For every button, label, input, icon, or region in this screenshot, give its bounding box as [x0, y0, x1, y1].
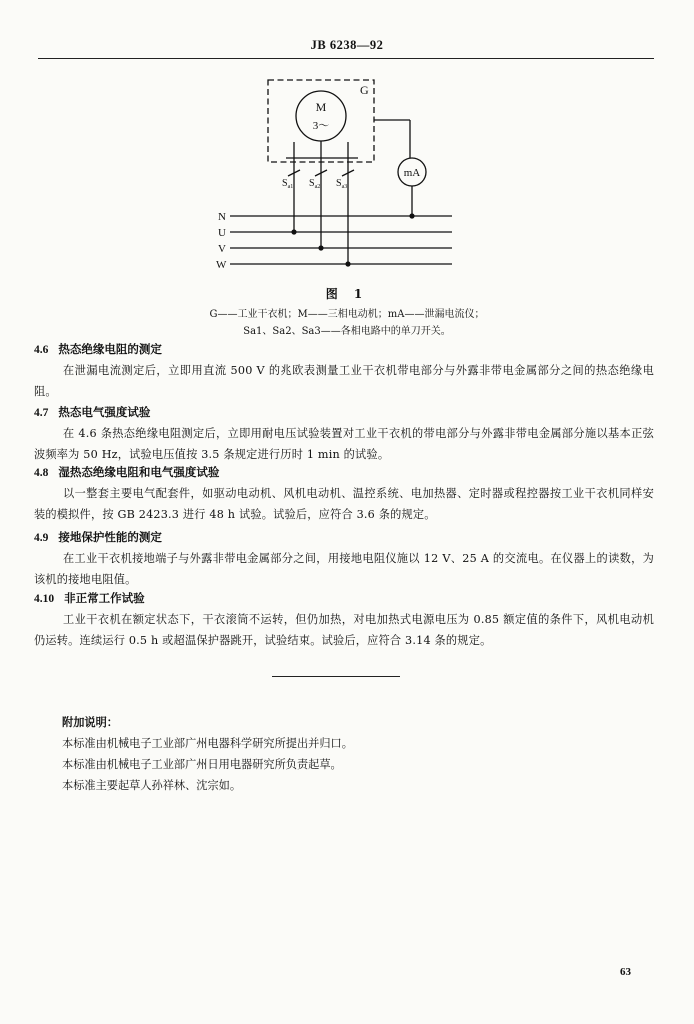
switch-label-sa1: $S_{a1}$	[282, 178, 294, 190]
section-heading	[34, 462, 654, 483]
test-circuit-diagram	[190, 74, 480, 274]
section-number: 4.10	[34, 593, 55, 605]
switch-label-sa2: $S_{a2}$	[309, 178, 321, 190]
bus-label-v: V	[218, 243, 226, 255]
section-heading	[34, 588, 654, 609]
motor-phase-label: 3～	[312, 120, 330, 132]
addendum	[62, 712, 622, 796]
section-heading	[34, 339, 654, 360]
addendum-line: 本标准由机械电子工业部广州电器科学研究所提出并归口。	[62, 737, 353, 750]
addendum-line: 本标准主要起草人孙祥林、沈宗如。	[62, 779, 242, 792]
section-title: 热态电气强度试验	[58, 405, 151, 419]
section-4-8	[34, 462, 654, 525]
section-number: 4.6	[34, 344, 49, 356]
section-heading	[34, 527, 654, 548]
figure-caption-line2: Sa1、Sa2、Sa3——各相电路中的单刀开关。	[243, 326, 451, 337]
section-title: 湿热态绝缘电阻和电气强度试验	[58, 465, 220, 479]
section-heading	[34, 402, 654, 423]
box-label: G	[360, 83, 369, 97]
section-title: 非正常工作试验	[64, 591, 145, 605]
section-number: 4.8	[34, 467, 49, 479]
section-4-7	[34, 402, 654, 465]
document-header: JB 6238—92	[310, 38, 384, 52]
section-paragraph: 在 4.6 条热态绝缘电阻测定后，立即用耐电压试验装置对工业干衣机的带电部分与外露非带电金属部分施以基本正弦波频率为 50 Hz，试验电压值按 3.5 条规定进行历时 1 min 的试验。	[34, 427, 654, 461]
bus-label-n: N	[218, 211, 226, 223]
section-paragraph: 工业干衣机在额定状态下，干衣滚筒不运转，但仍加热，对电加热式电源电压为 0.85 额定值的条件下，风机电动机仍运转。连续运行 0.5 h 或超温保护器跳开，试验结束。试验后，应符合 3.14 条的规定。	[34, 613, 654, 647]
addendum-line: 本标准由机械电子工业部广州日用电器研究所负责起草。	[62, 758, 342, 771]
junction-dot	[318, 245, 323, 250]
section-title: 接地保护性能的测定	[58, 530, 162, 544]
section-paragraph: 以一整套主要电气配套件，如驱动电动机、风机电动机、温控系统、电加热器、定时器或程控器按工业干衣机同样安装的模拟件，按 GB 2423.3 进行 48 h 试验。试验后，应符合 3.6 条的规定。	[34, 487, 654, 521]
junction-dot	[345, 261, 350, 266]
figure-caption-line1: G——工业干衣机；M——三相电动机；mA——泄漏电流仪；	[209, 309, 485, 320]
section-4-10	[34, 588, 654, 651]
switch-label-sa3: $S_{a3}$	[336, 178, 348, 190]
section-title: 热态绝缘电阻的测定	[58, 342, 162, 356]
section-paragraph: 在泄漏电流测定后，立即用直流 500 V 的兆欧表测量工业干衣机带电部分与外露非带电金属部分之间的热态绝缘电阻。	[34, 364, 654, 398]
motor-symbol	[296, 91, 346, 141]
junction-dot	[409, 213, 414, 218]
section-4-6	[34, 339, 654, 402]
meter-label: mA	[403, 167, 421, 179]
header-rule	[38, 58, 654, 59]
page-number: 63	[620, 966, 631, 978]
bus-label-u: U	[218, 227, 226, 239]
figure-label: 图 1	[325, 287, 369, 301]
section-paragraph: 在工业干衣机接地端子与外露非带电金属部分之间，用接地电阻仪施以 12 V、25 A 的交流电。在仪器上的读数，为该机的接地电阻值。	[34, 552, 654, 586]
section-4-9	[34, 527, 654, 590]
addendum-title: 附加说明：	[62, 715, 118, 729]
end-rule	[272, 676, 400, 677]
section-number: 4.7	[34, 407, 49, 419]
section-number: 4.9	[34, 532, 49, 544]
motor-label: M	[315, 100, 327, 114]
bus-label-w: W	[216, 259, 227, 271]
junction-dot	[291, 229, 296, 234]
